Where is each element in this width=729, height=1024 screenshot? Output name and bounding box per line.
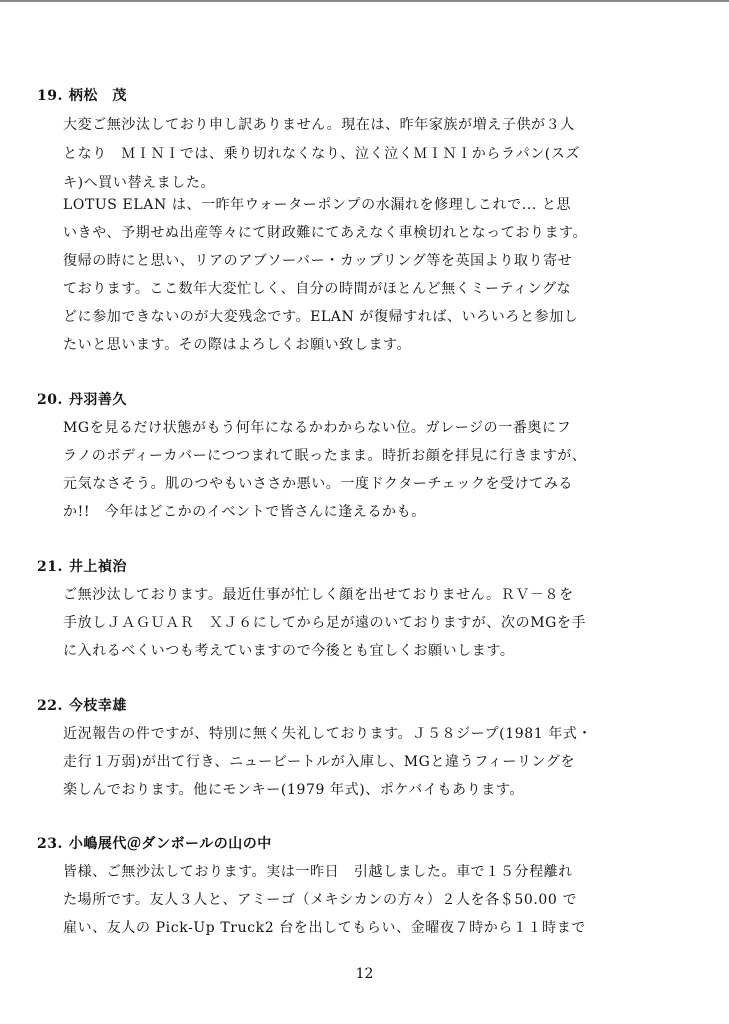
entry-19-line: いきや、予期せぬ出産等々にて財政難にてあえなく車検切れとなっております。	[63, 225, 588, 241]
entry-19-number: 19.	[37, 88, 63, 104]
entry-23-number: 23.	[37, 836, 63, 852]
entry-19-line: キ)へ買い替えました。	[63, 175, 216, 191]
entry-21-heading	[37, 556, 127, 576]
entry-21-line: ご無沙汰しております。最近仕事が忙しく顔を出せておりません。ＲＶ－８を	[63, 587, 574, 603]
entry-20-number: 20.	[37, 392, 63, 408]
entry-23-name: 小嶋展代＠ダンボールの山の中	[68, 836, 272, 852]
entry-23-line: 雇い、友人の Pick-Up Truck2 台を出してもらい、金曜夜７時から１１時まで	[63, 920, 586, 936]
entry-20-line: ラノのボディーカバーにつつまれて眠ったまま。時折お顔を拝見に行きますが、	[63, 448, 587, 464]
entry-19-line: 大変ご無沙汰しており申し訳ありません。現在は、昨年家族が増え子供が３人	[63, 117, 575, 133]
entry-19-line: となり ＭＩＮＩでは、乗り切れなくなり、泣く泣くＭＩＮＩからラパン(スズ	[63, 146, 581, 162]
entry-23-line: 皆様、ご無沙汰しております。実は一昨日 引越しました。車で１５分程離れ	[63, 864, 573, 880]
entry-22-line: 近況報告の件ですが、特別に無く失礼しております。Ｊ５８ジープ(1981 年式・	[63, 726, 593, 742]
page-number: 12	[355, 966, 374, 982]
entry-21-line: 手放しＪＡＧＵＡＲ ＸＪ６にしてから足が遠のいておりますが、次のMGを手	[63, 615, 587, 631]
entry-19-line: どに参加できないのが大変残念です。ELAN が復帰すれば、いろいろと参加し	[63, 309, 579, 325]
entry-23-heading	[37, 833, 272, 853]
entry-20-line: か!! 今年はどこかのイベントで皆さんに逢えるかも。	[63, 504, 426, 520]
entry-22-line: 楽しんでおります。他にモンキー(1979 年式)、ポケバイもあります。	[63, 782, 524, 798]
entry-19-line: ております。ここ数年大変忙しく、自分の時間がほとんど無くミーティングな	[63, 281, 572, 297]
entry-22-heading	[37, 695, 127, 715]
entry-21-line: に入れるべくいつも考えていますので今後とも宜しくお願いします。	[63, 643, 515, 659]
entry-20-heading	[37, 389, 127, 409]
entry-22-name: 今枝幸雄	[68, 698, 127, 714]
entry-19-heading	[37, 85, 127, 105]
entry-20-name: 丹羽善久	[68, 392, 127, 408]
entry-19-name: 柄松 茂	[68, 88, 127, 104]
entry-21-name: 井上禎治	[68, 559, 127, 575]
entry-22-number: 22.	[37, 698, 63, 714]
entry-19-line: 復帰の時にと思い、リアのアブソーバー・カップリング等を英国より取り寄せ	[63, 253, 573, 269]
entry-20-line: MGを見るだけ状態がもう何年になるかわからない位。ガレージの一番奥にフ	[63, 420, 572, 436]
entry-19-line: LOTUS ELAN は、一昨年ウォーターポンプの水漏れを修理しこれで... と思	[63, 197, 572, 213]
entry-23-line: た場所です。友人３人と、アミーゴ（メキシカンの方々）２人を各＄50.00 で	[63, 892, 578, 908]
entry-22-line: 走行１万弱)が出て行き、ニュービートルが入庫し、MGと違うフィーリングを	[63, 754, 576, 770]
entry-19-line: たいと思います。その際はよろしくお願い致します。	[63, 337, 412, 353]
entry-20-line: 元気なさそう。肌のつやもいささか悪い。一度ドクターチェックを受けてみる	[63, 476, 574, 492]
entry-21-number: 21.	[37, 559, 63, 575]
